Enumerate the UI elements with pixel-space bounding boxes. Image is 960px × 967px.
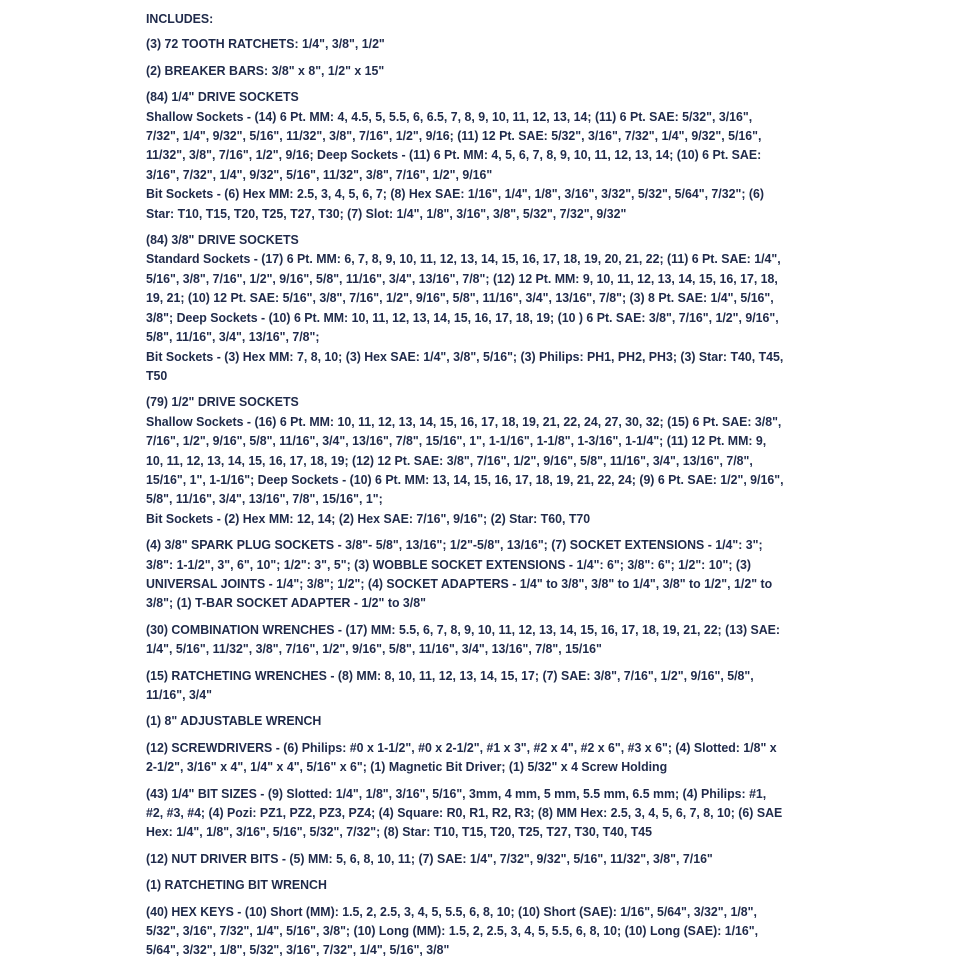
section-head: (43) 1/4" BIT SIZES - bbox=[146, 785, 268, 801]
section-text: (5) MM: 5, 6, 8, 10, 11; (7) SAE: 1/4", 7/32", 9/32", 5/16", 11/32", 3/8", 7/16" bbox=[289, 850, 713, 866]
subsection-text: (14) 6 Pt. MM: 4, 4.5, 5, 5.5, 6, 6.5, 7, 8, 9, 10, 11, 12, 13, 14; (11) 6 Pt. SAE: 5/32", 3/16", 7/32", 1/4", 9/32", 5/16", 11/32", 3/8", 7/16", 1/2", 9/16; (11) 12 Pt. SAE: 5/32", 3/16", 7/32", 1/4", 9/32", 5/16", 11/32", 3/8", 7/16", 1/2", 9/16; bbox=[146, 108, 762, 163]
accessory-text: 1/4": 3"; 3/8": 1-1/2", 3", 6", 10"; 1/2": 3", 5"; bbox=[146, 537, 763, 572]
section-text: (6) Philips: #0 x 1-1/2", #0 x 2-1/2", #1 x 3", #2 x 4", #2 x 6", #3 x 6"; (4) Slotted: 1/8" x 2-1/2", 3/16" x 4", 1/4" x 4", 5/16" x 6"; (1) Magnetic Bit Driver; (1) 5/32" x 4 Screw Holding bbox=[146, 739, 777, 775]
subsection-head: Bit Sockets - bbox=[146, 510, 225, 526]
accessory-text: 1/4"; 3/8"; 1/2"; bbox=[276, 575, 368, 591]
accessory-head: (7) SOCKET EXTENSIONS - bbox=[551, 537, 716, 553]
section-head: (2) BREAKER BARS: bbox=[146, 62, 269, 78]
subsection-head: Bit Sockets - bbox=[146, 348, 225, 364]
subsection-head: Shallow Sockets - bbox=[146, 108, 255, 124]
section-hex-keys bbox=[146, 902, 784, 960]
section-ratchets bbox=[146, 34, 784, 53]
section-head: (12) NUT DRIVER BITS - bbox=[146, 850, 290, 866]
subsection-head: Deep Sockets - bbox=[317, 147, 410, 163]
section-head: (30) COMBINATION WRENCHES - bbox=[146, 621, 346, 637]
contents-list bbox=[146, 9, 784, 967]
subsection-text: (2) Hex MM: 12, 14; (2) Hex SAE: 7/16", 9/16"; (2) Star: T60, T70 bbox=[224, 510, 591, 526]
accessory-text: 1/4" to 3/8", 3/8" to 1/4", 3/8" to 1/2", 1/2" to 3/8"; bbox=[146, 575, 773, 611]
section-text: (10) Short (MM): 1.5, 2, 2.5, 3, 4, 5, 5.5, 6, 8, 10; (10) Short (SAE): 1/16", 5/64", 3/32", 1/8", 5/32", 3/16", 7/32", 1/4", 5/16", 3/8"; (10) Long (MM): 1.5, 2, 2.5, 3, 4, 5, 5.5, 6, 8, 10; (10) Long (SAE): 1/16", 5/64", 3/32", 1/8", 5/32", 3/16", 7/32", 1/4", 5/16", 3/8" bbox=[146, 903, 759, 958]
accessory-head: (4) 3/8" SPARK PLUG SOCKETS - bbox=[146, 537, 346, 553]
section-screwdrivers bbox=[146, 738, 784, 777]
section-combination-wrenches bbox=[146, 620, 784, 659]
section-head: (12) SCREWDRIVERS - bbox=[146, 739, 284, 755]
accessory-head: (1) T-BAR SOCKET ADAPTER - bbox=[176, 595, 362, 611]
section-text: (17) MM: 5.5, 6, 7, 8, 9, 10, 11, 12, 13, 14, 15, 16, 17, 18, 19, 21, 22; (13) SAE: 1/4", 5/16", 11/32", 3/8", 7/16", 1/2", 9/16", 5/8", 11/16", 3/4", 13/16", 7/8", 15/16" bbox=[146, 621, 781, 657]
section-head: (79) 1/2" DRIVE SOCKETS bbox=[146, 394, 299, 410]
section-text: 1/4", 3/8", 1/2" bbox=[298, 36, 385, 52]
subsection-text: (10) 6 Pt. MM: 10, 11, 12, 13, 14, 15, 16, 17, 18, 19; (10 ) 6 Pt. SAE: 3/8", 7/16", 1/2", 9/16", 5/8", 11/16", 3/4", 13/16", 7/8"; bbox=[146, 309, 779, 345]
section-head: (3) 72 TOOTH RATCHETS: bbox=[146, 36, 299, 52]
subsection-text: (17) 6 Pt. MM: 6, 7, 8, 9, 10, 11, 12, 13, 14, 15, 16, 17, 18, 19, 20, 21, 22; (11) 6 Pt. SAE: 1/4", 5/16", 3/8", 7/16", 1/2", 9/16", 5/8", 11/16", 3/4", 13/16", 7/8"; (12) 12 Pt. MM: 9, 10, 11, 12, 13, 14, 15, 16, 17, 18, 19, 21; (10) 12 Pt. SAE: 5/16", 3/8", 7/16", 1/2", 9/16", 5/8", 11/16", 3/4", 13/16", 7/8"; (3) 8 Pt. SAE: 1/4", 5/16", 3/8"; bbox=[146, 251, 781, 325]
subsection-text: (11) 6 Pt. MM: 4, 5, 6, 7, 8, 9, 10, 11, 12, 13, 14; (10) 6 Pt. SAE: 3/16", 7/32", 1/4", 9/32", 5/16", 11/32", 3/8", 7/16", 1/2", 9/16" bbox=[146, 147, 762, 182]
section-three-eighths-drive-sockets bbox=[146, 230, 784, 385]
subsection-text: (6) Hex MM: 2.5, 3, 4, 5, 6, 7; (8) Hex SAE: 1/16", 1/4", 1/8", 3/16", 3/32", 5/32", 5/64", 7/32"; (6) Star: T10, T15, T20, T25, T27, T30; (7) Slot: 1/4", 1/8", 3/16", 3/8", 5/32", 7/32", 9/32" bbox=[146, 186, 764, 221]
accessory-text: 3/8"- 5/8", 13/16"; 1/2"-5/8", 13/16"; bbox=[345, 537, 552, 553]
section-accessories bbox=[146, 535, 784, 613]
section-head: (1) 8" ADJUSTABLE WRENCH bbox=[146, 713, 322, 729]
accessory-head: (3) WOBBLE SOCKET EXTENSIONS - bbox=[354, 556, 577, 572]
accessory-head: (3) UNIVERSAL JOINTS - bbox=[146, 556, 751, 591]
section-ratcheting-bit-wrench bbox=[146, 875, 784, 894]
section-text: (8) MM: 8, 10, 11, 12, 13, 14, 15, 17; (7) SAE: 3/8", 7/16", 1/2", 9/16", 5/8", 11/16", 3/4" bbox=[146, 667, 754, 702]
section-half-drive-sockets bbox=[146, 392, 784, 528]
section-nut-driver-bits bbox=[146, 849, 784, 868]
section-head: (1) RATCHETING BIT WRENCH bbox=[146, 877, 327, 893]
subsection-text: (16) 6 Pt. MM: 10, 11, 12, 13, 14, 15, 16, 17, 18, 19, 21, 22, 24, 27, 30, 32; (15) 6 Pt. SAE: 3/8", 7/16", 1/2", 9/16", 5/8", 11/16", 3/4", 13/16", 7/8", 15/16", 1", 1-1/16", 1-1/8", 1-3/16", 1-1/4"; (11) 12 Pt. MM: 9, 10, 11, 12, 13, 14, 15, 16, 17, 18, 19; (12) 12 Pt. SAE: 3/8", 7/16", 1/2", 9/16", 5/8", 11/16", 3/4", 13/16", 7/8", 15/16", 1", 1-1/16"; bbox=[146, 413, 782, 487]
section-bit-sizes bbox=[146, 784, 784, 842]
section-text: 3/8" x 8", 1/2" x 15" bbox=[268, 62, 385, 78]
section-text: (9) Slotted: 1/4", 1/8", 3/16", 5/16", 3mm, 4 mm, 5 mm, 5.5 mm, 6.5 mm; (4) Philips: #1, #2, #3, #4; (4) Pozi: PZ1, PZ2, PZ3, PZ4; (4) Square: R0, R1, R2, R3; (8) MM Hex: 2.5, 3, 4, 5, 6, 7, 8, 10; (6) SAE Hex: 1/4", 1/8", 3/16", 5/16", 5/32", 7/32"; (8) Star: T10, T15, T20, T25, T27, T30, T40, T45 bbox=[146, 785, 783, 840]
includes-heading: INCLUDES: bbox=[146, 11, 214, 26]
section-ratcheting-wrenches bbox=[146, 666, 784, 705]
section-head: (40) HEX KEYS - bbox=[146, 903, 245, 919]
accessory-text: 1/4": 6"; 3/8": 6"; 1/2": 10"; bbox=[576, 556, 736, 572]
subsection-head: Bit Sockets - bbox=[146, 186, 225, 202]
subsection-head: Deep Sockets - bbox=[257, 471, 350, 487]
subsection-head: Standard Sockets - bbox=[146, 251, 262, 267]
section-head: (15) RATCHETING WRENCHES - bbox=[146, 667, 338, 683]
accessory-text: 1/2" to 3/8" bbox=[361, 595, 426, 611]
subsection-text: (3) Hex MM: 7, 8, 10; (3) Hex SAE: 1/4", 3/8", 5/16"; (3) Philips: PH1, PH2, PH3; (3) Star: T40, T45, T50 bbox=[146, 348, 784, 383]
subsection-text: (10) 6 Pt. MM: 13, 14, 15, 16, 17, 18, 19, 21, 22, 24; (9) 6 Pt. SAE: 1/2", 9/16", 5/8", 11/16", 3/4", 13/16", 7/8", 15/16", 1"; bbox=[146, 471, 784, 507]
section-head: (84) 3/8" DRIVE SOCKETS bbox=[146, 232, 299, 248]
section-head: (84) 1/4" DRIVE SOCKETS bbox=[146, 89, 299, 105]
section-breaker-bars bbox=[146, 61, 784, 80]
section-adjustable-wrench bbox=[146, 711, 784, 730]
accessory-head: (4) SOCKET ADAPTERS - bbox=[367, 575, 520, 591]
section-quarter-drive-sockets bbox=[146, 87, 784, 223]
subsection-head: Shallow Sockets - bbox=[146, 413, 255, 429]
subsection-head: Deep Sockets - bbox=[176, 309, 269, 325]
